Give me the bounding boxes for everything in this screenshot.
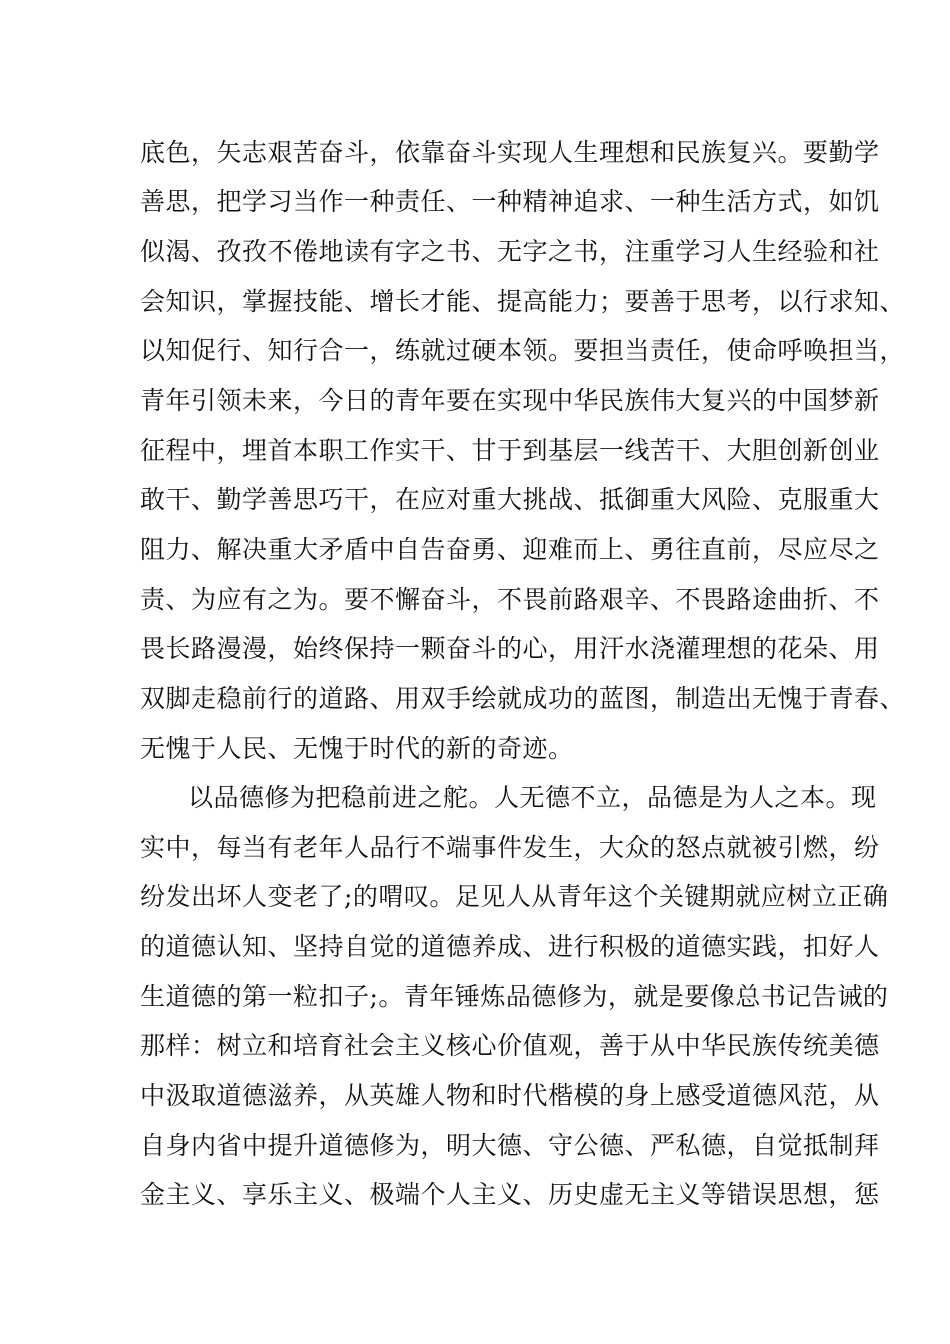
text-line: 实中，每当有老年人品行不端事件发生，大众的怒点就被引燃，纷 [140, 833, 880, 862]
text-line: 畏长路漫漫，始终保持一颗奋斗的心，用汗水浇灌理想的花朵、用 [140, 634, 880, 663]
text-line: 中汲取道德滋养，从英雄人物和时代楷模的身上感受道德风范，从 [140, 1081, 880, 1110]
text-line: 征程中，埋首本职工作实干、甘于到基层一线苦干、大胆创新创业 [140, 436, 880, 465]
paragraph-first-line: 以品德修为把稳前进之舵。人无德不立，品德是为人之本。现 [188, 783, 877, 812]
text-line: 以知促行、知行合一，练就过硬本领。要担当责任，使命呼唤担当， [140, 336, 906, 365]
text-line: 自身内省中提升道德修为，明大德、守公德、严私德，自觉抵制拜 [140, 1131, 880, 1160]
text-line: 生道德的第一粒扣子;。青年锤炼品德修为，就是要像总书记告诫的 [140, 982, 889, 1011]
text-line: 似渴、孜孜不倦地读有字之书、无字之书，注重学习人生经验和社 [140, 237, 880, 266]
text-line: 无愧于人民、无愧于时代的新的奇迹。 [140, 734, 574, 763]
text-line: 纷发出坏人变老了;的喟叹。足见人从青年这个关键期就应树立正确 [140, 882, 889, 911]
text-line: 双脚走稳前行的道路、用双手绘就成功的蓝图，制造出无愧于青春、 [140, 684, 906, 713]
text-line: 敢干、勤学善思巧干，在应对重大挑战、抵御重大风险、克服重大 [140, 485, 880, 514]
text-line: 会知识，掌握技能、增长才能、提高能力；要善于思考，以行求知、 [140, 287, 906, 316]
text-line: 阻力、解决重大矛盾中自告奋勇、迎难而上、勇往直前，尽应尽之 [140, 535, 880, 564]
text-line: 善思，把学习当作一种责任、一种精神追求、一种生活方式，如饥 [140, 187, 880, 216]
text-line: 金主义、享乐主义、极端个人主义、历史虚无主义等错误思想，惩 [140, 1180, 880, 1209]
text-line: 那样：树立和培育社会主义核心价值观，善于从中华民族传统美德 [140, 1031, 880, 1060]
text-line: 责、为应有之为。要不懈奋斗，不畏前路艰辛、不畏路途曲折、不 [140, 585, 880, 614]
text-line: 底色，矢志艰苦奋斗，依靠奋斗实现人生理想和民族复兴。要勤学 [140, 138, 880, 167]
text-line: 的道德认知、坚持自觉的道德养成、进行积极的道德实践，扣好人 [140, 932, 880, 961]
text-line: 青年引领未来，今日的青年要在实现中华民族伟大复兴的中国梦新 [140, 386, 880, 415]
